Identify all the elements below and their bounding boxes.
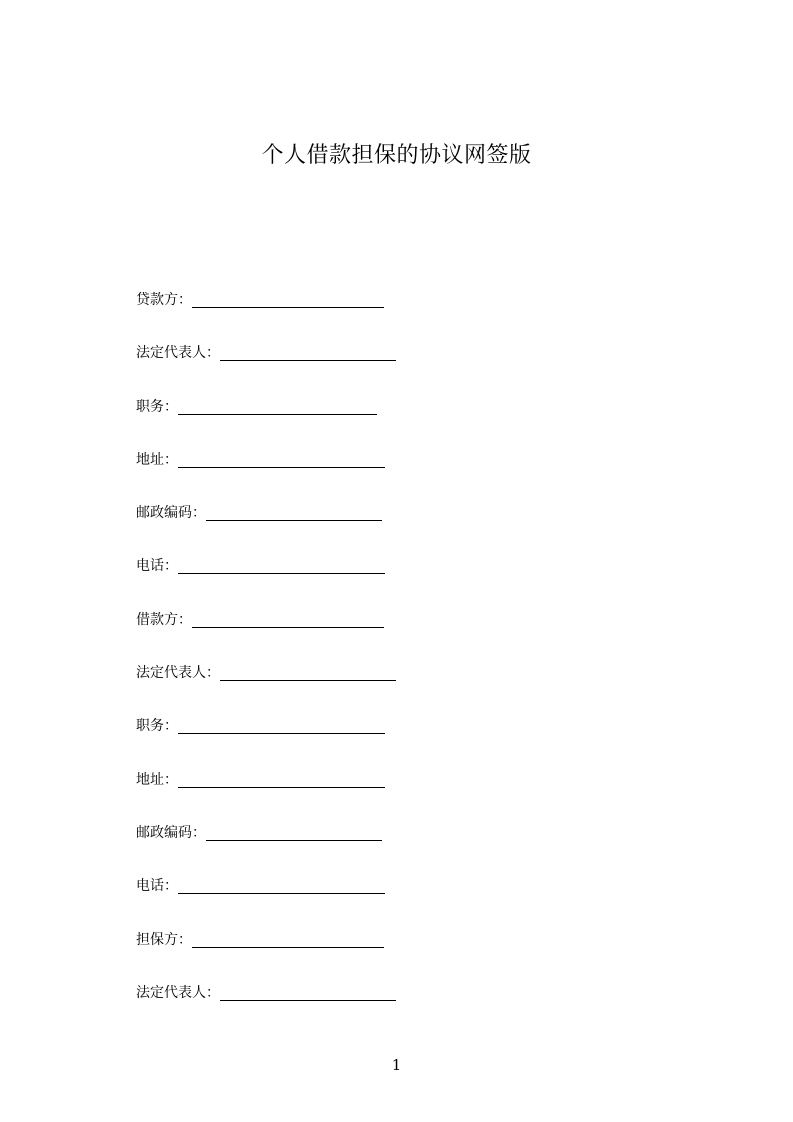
fill-in-blank[interactable] — [206, 502, 382, 521]
fill-in-blank[interactable] — [192, 609, 384, 628]
field-label: 法定代表人： — [136, 665, 220, 682]
field-lender-position — [136, 393, 676, 446]
field-label: 邮政编码： — [136, 505, 206, 522]
fill-in-blank[interactable] — [178, 449, 385, 468]
fill-in-blank[interactable] — [220, 342, 396, 361]
field-label: 担保方： — [136, 931, 192, 948]
field-lender-postal-code — [136, 499, 676, 552]
field-label: 法定代表人： — [136, 984, 220, 1001]
fill-in-blank[interactable] — [178, 875, 385, 894]
field-label: 法定代表人： — [136, 345, 220, 362]
field-lender-legal-representative — [136, 339, 676, 392]
field-label: 地址： — [136, 451, 178, 468]
page-number: 1 — [391, 1056, 402, 1074]
field-borrower-position — [136, 712, 676, 765]
field-label: 借款方： — [136, 611, 192, 628]
document-title: 个人借款担保的协议网签版 — [261, 143, 532, 168]
fill-in-blank[interactable] — [220, 982, 396, 1001]
field-label: 电话： — [136, 558, 178, 575]
field-label: 电话： — [136, 878, 178, 895]
field-lender-address — [136, 446, 676, 499]
fill-in-blank[interactable] — [178, 555, 385, 574]
field-borrower-phone — [136, 872, 676, 925]
field-lender-phone — [136, 552, 676, 605]
fill-in-blank[interactable] — [178, 769, 385, 788]
fill-in-blank[interactable] — [178, 396, 377, 415]
field-borrower-address — [136, 766, 676, 819]
field-borrower — [136, 606, 676, 659]
field-label: 地址： — [136, 771, 178, 788]
field-borrower-legal-representative — [136, 659, 676, 712]
field-label: 职务： — [136, 398, 178, 415]
field-guarantor — [136, 926, 676, 979]
field-lender — [136, 286, 676, 339]
field-guarantor-legal-representative — [136, 979, 676, 1032]
fill-in-blank[interactable] — [206, 822, 382, 841]
fill-in-blank[interactable] — [192, 929, 384, 948]
field-label: 邮政编码： — [136, 824, 206, 841]
field-label: 贷款方： — [136, 292, 192, 308]
field-label: 职务： — [136, 718, 178, 735]
field-borrower-postal-code — [136, 819, 676, 872]
fill-in-blank[interactable] — [220, 662, 396, 681]
fill-in-blank[interactable] — [192, 289, 384, 308]
party-info-fields — [136, 286, 676, 1032]
fill-in-blank[interactable] — [178, 715, 385, 734]
